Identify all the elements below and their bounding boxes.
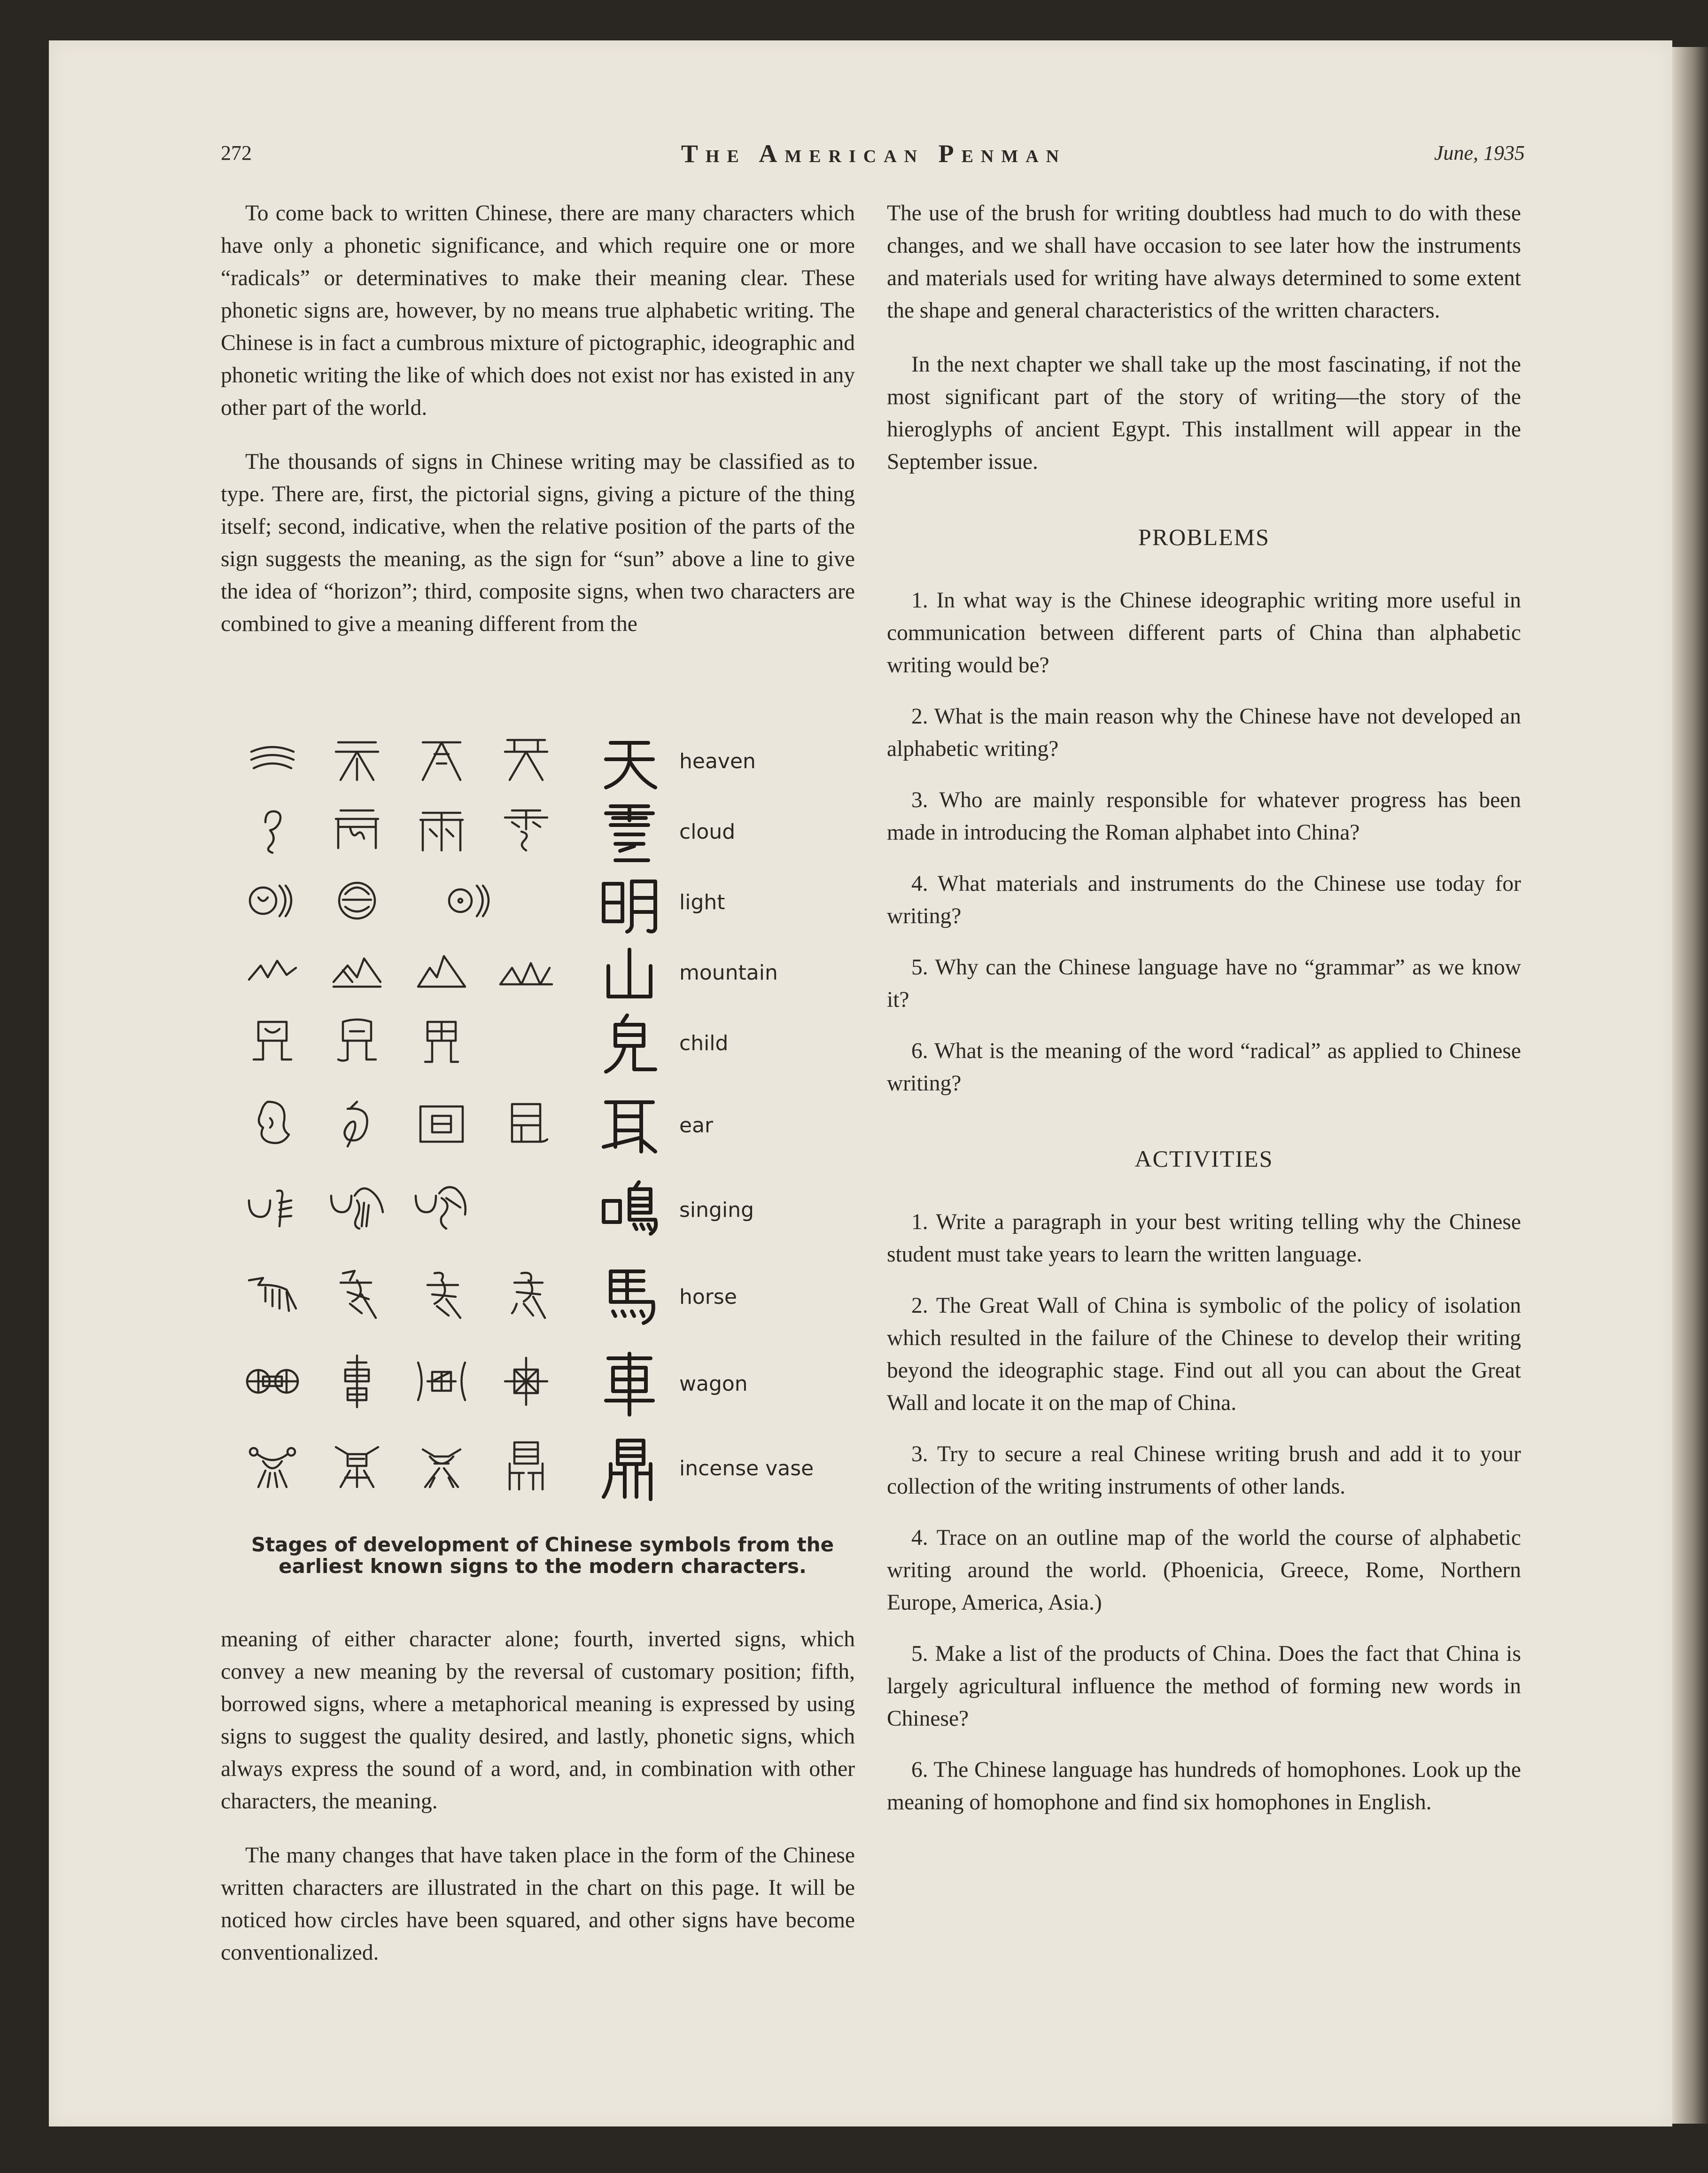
chart-row bbox=[221, 1095, 860, 1165]
heaven-character-icon bbox=[244, 731, 301, 787]
singing-character-icon bbox=[413, 1179, 470, 1236]
heaven-modern-character-icon bbox=[597, 729, 662, 794]
mountain-modern-character-icon bbox=[597, 940, 662, 1006]
singing-character-icon bbox=[329, 1179, 385, 1236]
incense-vase-modern-character-icon bbox=[597, 1436, 662, 1502]
mountain-character-icon bbox=[498, 942, 554, 998]
chart-row bbox=[221, 731, 860, 801]
problem-item: 2. What is the main reason why the Chinese have not developed an alphabetic writing? bbox=[887, 704, 1521, 761]
gloss-label: mountain bbox=[679, 961, 778, 985]
problem-item: 1. In what way is the Chinese ideographic writing more useful in communication between different parts of China than alphabetic writing would be? bbox=[887, 588, 1521, 678]
activity-item: 2. The Great Wall of China is symbolic of the policy of isolation which resulted in the failure of the Chinese to develop their writing beyond the ideographic stage. Find out all you can about the Great Wall and locate it on the map of China. bbox=[887, 1293, 1521, 1415]
left-column bbox=[221, 197, 855, 662]
ear-modern-character-icon bbox=[597, 1093, 662, 1159]
cloud-character-icon bbox=[413, 801, 470, 857]
horse-character-icon bbox=[244, 1266, 301, 1323]
chart-row bbox=[221, 801, 860, 872]
paragraph: The thousands of signs in Chinese writing may be classified as to type. There are, first, the pictorial signs, giving a picture of the thing itself; second, indicative, when the relative position of the parts of the sign suggests the meaning, as the sign for “sun” above a line to give the idea of “horizon”; third, composite signs, when two characters are combined to give a meaning different from the bbox=[221, 450, 855, 636]
paragraph: To come back to written Chinese, there are many characters which have only a phonetic significance, and which require one or more “radicals” or determinatives to make their meaning clear. These phonetic signs are, however, by no means true alphabetic writing. The Chinese is in fact a cumbrous mixture of pictographic, ideographic and phonetic writing the like of which does not exist nor has existed in any other part of the world. bbox=[221, 201, 855, 420]
cloud-character-icon bbox=[244, 801, 301, 857]
wagon-character-icon bbox=[498, 1353, 554, 1410]
incense-vase-character-icon bbox=[244, 1438, 301, 1494]
light-character-icon bbox=[442, 872, 498, 928]
mountain-character-icon bbox=[244, 942, 301, 998]
gloss-label: horse bbox=[679, 1285, 737, 1309]
ear-character-icon bbox=[244, 1095, 301, 1151]
paragraph: meaning of either character alone; fourth, inverted signs, which convey a new meaning by the reversal of customary position; fifth, borrowed signs, where a metaphorical meaning is expressed by using signs to suggest the quality desired, and lastly, phonetic signs, which always express the sound of a word, and, in combination with other characters, the meaning. bbox=[221, 1627, 855, 1814]
gloss-label: singing bbox=[679, 1198, 754, 1222]
gloss-label: light bbox=[679, 890, 725, 914]
horse-character-icon bbox=[413, 1266, 470, 1323]
heaven-character-icon bbox=[413, 731, 470, 787]
character-chart bbox=[221, 731, 860, 1578]
paragraph: The use of the brush for writing doubtless had much to do with these changes, and we shall have occasion to see later how the instruments and materials used for writing have always determined to some extent the shape and general characteristics of the written characters. bbox=[887, 201, 1521, 323]
ear-character-icon bbox=[413, 1095, 470, 1151]
gloss-label: incense vase bbox=[679, 1456, 814, 1480]
problem-item: 5. Why can the Chinese language have no “grammar” as we know it? bbox=[887, 955, 1521, 1012]
chart-row bbox=[221, 1353, 860, 1424]
right-column bbox=[887, 197, 1521, 1838]
chart-row bbox=[221, 1179, 860, 1250]
cloud-character-icon bbox=[498, 801, 554, 857]
horse-character-icon bbox=[498, 1266, 554, 1323]
problems-heading: PROBLEMS bbox=[1138, 524, 1270, 550]
page-number: 272 bbox=[221, 141, 252, 164]
light-character-icon bbox=[244, 872, 301, 928]
light-character-icon bbox=[329, 872, 385, 928]
chart-row bbox=[221, 1438, 860, 1508]
activity-item: 6. The Chinese language has hundreds of homophones. Look up the meaning of homophone and find six homophones in English. bbox=[887, 1758, 1521, 1815]
chart-row bbox=[221, 942, 860, 1013]
problem-item: 3. Who are mainly responsible for whatever progress has been made in introducing the Roman alphabet into China? bbox=[887, 788, 1521, 845]
gloss-label: child bbox=[679, 1031, 729, 1055]
gloss-label: heaven bbox=[679, 749, 756, 773]
child-character-icon bbox=[413, 1013, 470, 1069]
wagon-character-icon bbox=[244, 1353, 301, 1410]
activity-item: 3. Try to secure a real Chinese writing brush and add it to your collection of the writing instruments of other lands. bbox=[887, 1442, 1521, 1499]
horse-modern-character-icon bbox=[597, 1264, 662, 1330]
mountain-character-icon bbox=[329, 942, 385, 998]
problem-item: 6. What is the meaning of the word “radical” as applied to Chinese writing? bbox=[887, 1039, 1521, 1096]
paragraph: In the next chapter we shall take up the most fascinating, if not the most significant part of the story of writing—the story of the hieroglyphs of ancient Egypt. This installment will appear in the September issue. bbox=[887, 352, 1521, 474]
problem-item: 4. What materials and instruments do the Chinese use today for writing? bbox=[887, 872, 1521, 928]
incense-vase-character-icon bbox=[498, 1438, 554, 1494]
mountain-character-icon bbox=[413, 942, 470, 998]
incense-vase-character-icon bbox=[329, 1438, 385, 1494]
activity-item: 4. Trace on an outline map of the world the course of alphabetic writing around the world. (Phoenicia, Greece, Rome, Northern Europe, America, Asia.) bbox=[887, 1526, 1521, 1615]
chart-row bbox=[221, 1013, 860, 1083]
issue-date: June, 1935 bbox=[1434, 141, 1525, 164]
gloss-label: cloud bbox=[679, 820, 736, 844]
light-modern-character-icon bbox=[597, 870, 662, 935]
activity-item: 1. Write a paragraph in your best writing telling why the Chinese student must take years to learn the written language. bbox=[887, 1210, 1521, 1267]
incense-vase-character-icon bbox=[413, 1438, 470, 1494]
figure-caption: Stages of development of Chinese symbols from the earliest known signs to the modern characters. bbox=[251, 1533, 834, 1578]
wagon-modern-character-icon bbox=[597, 1351, 662, 1417]
ear-character-icon bbox=[498, 1095, 554, 1151]
child-modern-character-icon bbox=[597, 1011, 662, 1076]
heaven-character-icon bbox=[498, 731, 554, 787]
gloss-label: ear bbox=[679, 1114, 714, 1137]
wagon-character-icon bbox=[413, 1353, 470, 1410]
activities-heading: ACTIVITIES bbox=[1134, 1145, 1273, 1172]
paragraph: The many changes that have taken place in the form of the Chinese written characters are illustrated in the chart on this page. It will be noticed how circles have been squared, and other signs have become conventionalized. bbox=[221, 1843, 855, 1965]
singing-modern-character-icon bbox=[597, 1177, 662, 1243]
chart-row bbox=[221, 872, 860, 942]
horse-character-icon bbox=[329, 1266, 385, 1323]
cloud-character-icon bbox=[329, 801, 385, 857]
running-title: The American Penman bbox=[681, 140, 1067, 168]
singing-character-icon bbox=[244, 1179, 301, 1236]
left-column-continuation bbox=[221, 1623, 855, 1991]
page-edge bbox=[1672, 47, 1708, 2124]
chart-row bbox=[221, 1266, 860, 1337]
cloud-modern-character-icon bbox=[597, 799, 662, 865]
wagon-character-icon bbox=[329, 1353, 385, 1410]
child-character-icon bbox=[244, 1013, 301, 1069]
ear-character-icon bbox=[329, 1095, 385, 1151]
child-character-icon bbox=[329, 1013, 385, 1069]
activity-item: 5. Make a list of the products of China. Does the fact that China is largely agricultural influence the method of forming new words in Chinese? bbox=[887, 1642, 1521, 1731]
heaven-character-icon bbox=[329, 731, 385, 787]
gloss-label: wagon bbox=[679, 1372, 748, 1396]
